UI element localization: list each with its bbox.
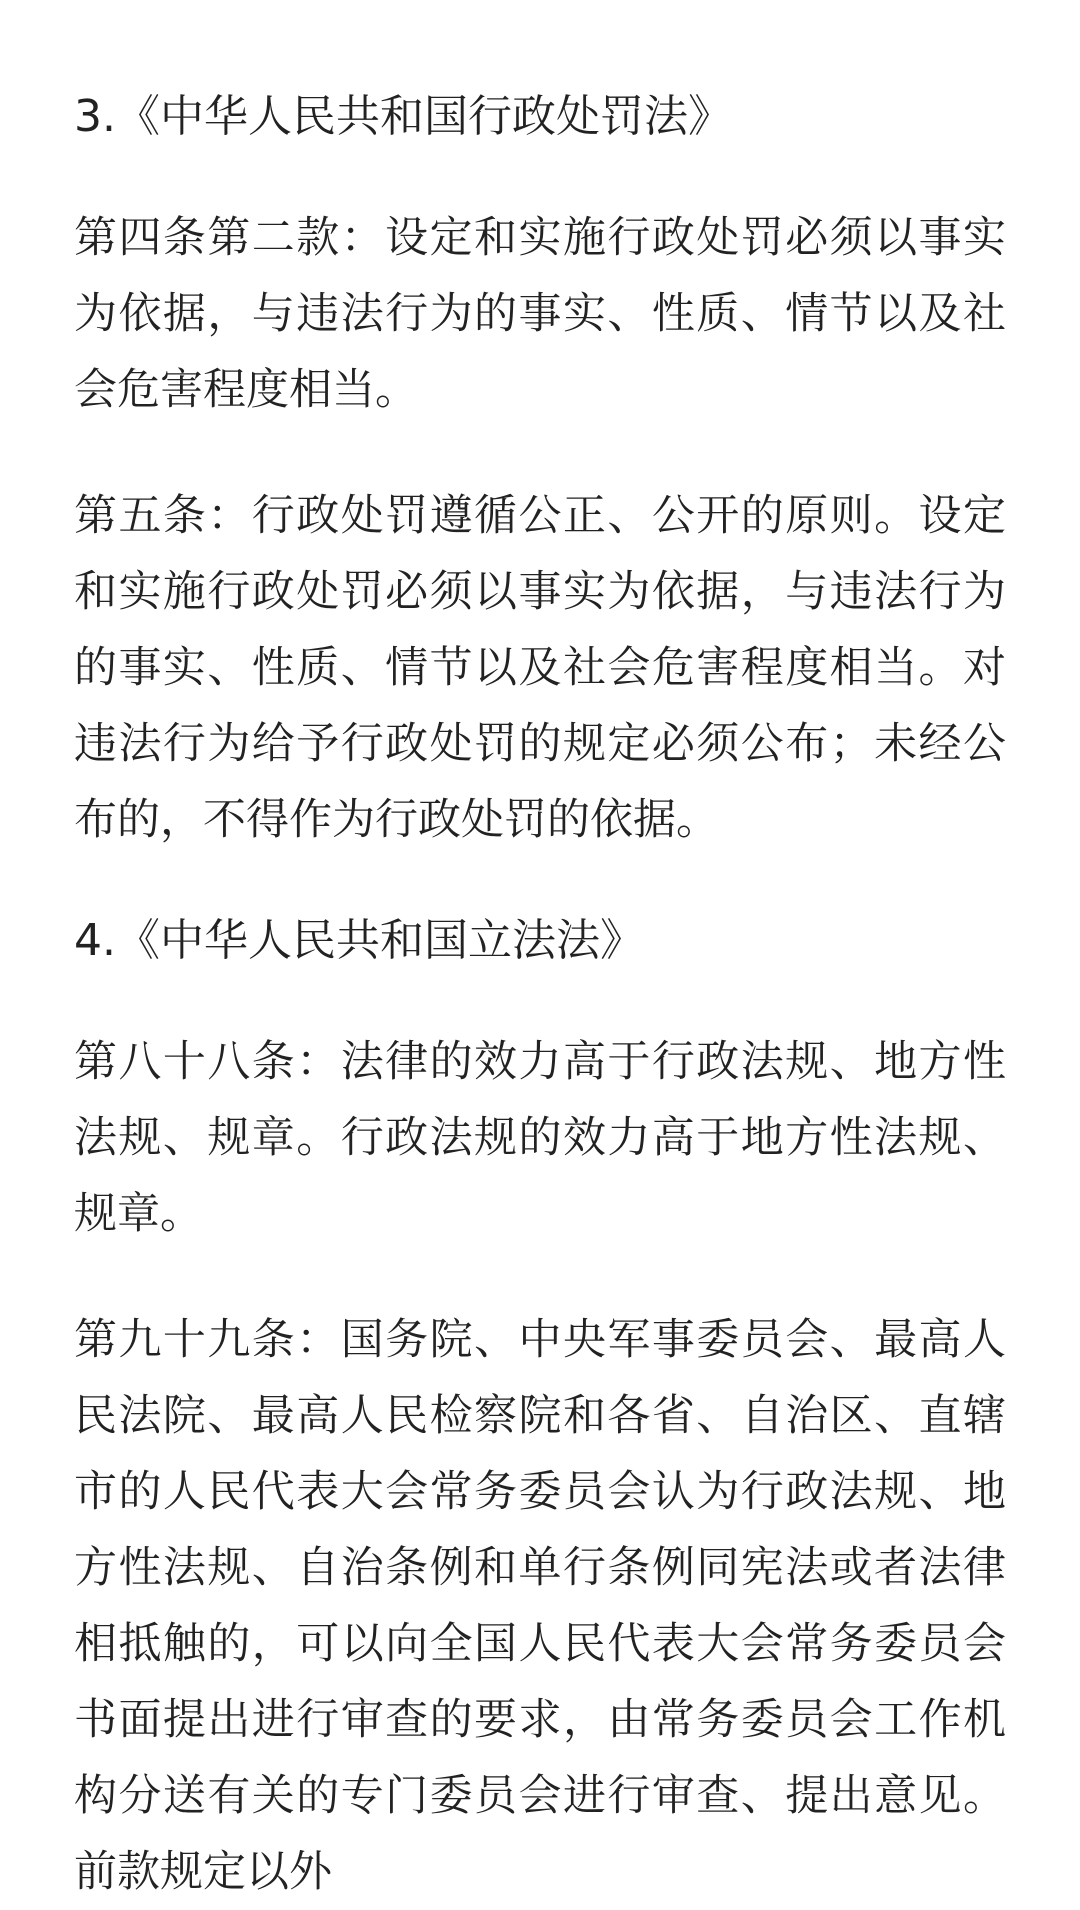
section-heading-legislation-law: 4.《中华人民共和国立法法》: [74, 915, 644, 966]
article-99: 第九十九条：国务院、中央军事委员会、最高人民法院、最高人民检察院和各省、自治区、直辖市的人民代表大会常务委员会认为行政法规、地方性法规、自治条例和单行条例同宪法或者法律相抵触的，可以向全国人民代表大会常务委员会书面提出进行审查的要求，由常务委员会工作机构分送有关的专门委员会进行审查、提出意见。前款规定以外: [74, 1315, 1006, 1897]
section-heading-administrative-penalty-law: 3.《中华人民共和国行政处罚法》: [74, 91, 732, 142]
article-5: 第五条：行政处罚遵循公正、公开的原则。设定和实施行政处罚必须以事实为依据，与违法行为的事实、性质、情节以及社会危害程度相当。对违法行为给予行政处罚的规定必须公布；未经公布的，不得作为行政处罚的依据。: [74, 491, 1006, 845]
article-4-clause-2: 第四条第二款：设定和实施行政处罚必须以事实为依据，与违法行为的事实、性质、情节以及社会危害程度相当。: [74, 213, 1006, 415]
article-88: 第八十八条：法律的效力高于行政法规、地方性法规、规章。行政法规的效力高于地方性法规、规章。: [74, 1037, 1006, 1239]
